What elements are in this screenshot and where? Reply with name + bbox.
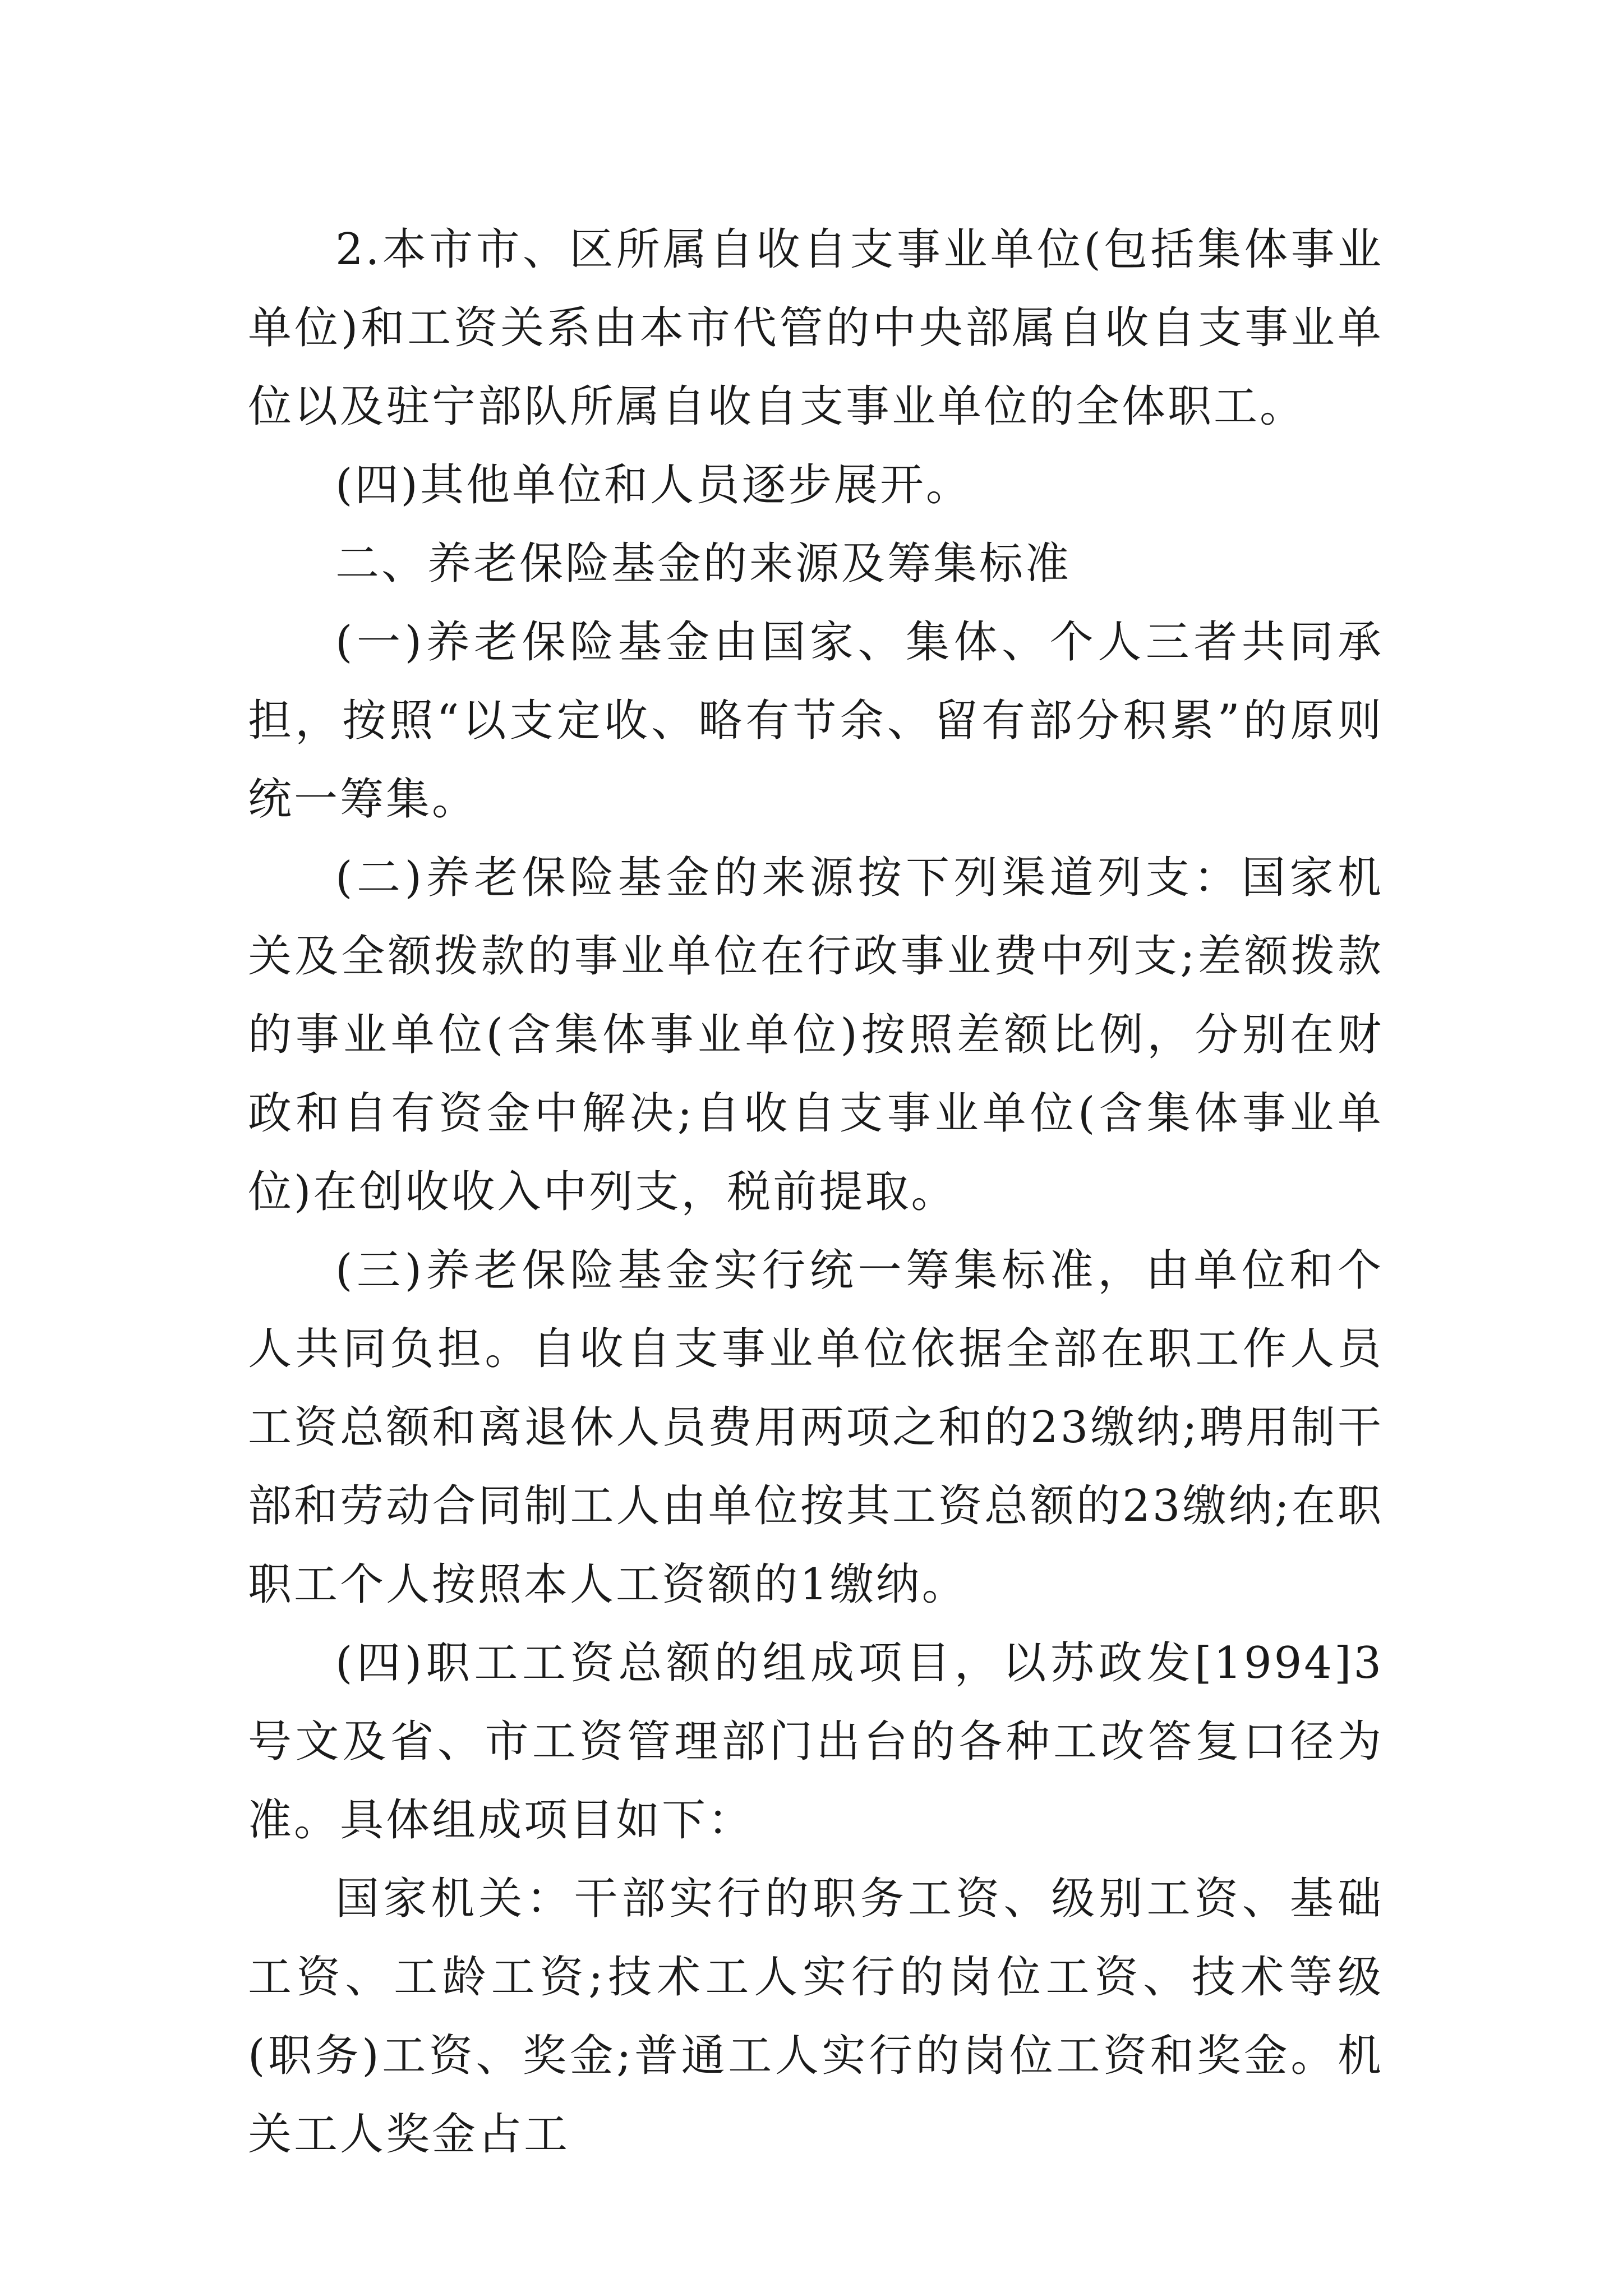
paragraph-2: (四)其他单位和人员逐步展开。 [335,460,972,510]
paragraph-6: (四)职工工资总额的组成项目，以苏政发[1994]3号文及省、市工资管理部门出台的各种工改答复口径为准。具体组成项目如下： [248,1638,1384,1846]
section-heading-2: 二、养老保险基金的来源及筹集标准 [335,539,1072,589]
paragraph-3: (一)养老保险基金由国家、集体、个人三者共同承担，按照“以支定收、略有节余、留有部分积累”的原则统一筹集。 [248,617,1384,825]
document-body [248,210,1384,2174]
paragraph-7: 国家机关：干部实行的职务工资、级别工资、基础工资、工龄工资;技术工人实行的岗位工资、技术等级(职务)工资、奖金;普通工人实行的岗位工资和奖金。机关工人奖金占工 [248,1874,1384,2160]
paragraph-4: (二)养老保险基金的来源按下列渠道列支：国家机关及全额拨款的事业单位在行政事业费中列支;差额拨款的事业单位(含集体事业单位)按照差额比例，分别在财政和自有资金中解决;自收自支事业单位(含集体事业单位)在创收收入中列支，税前提取。 [248,853,1384,1217]
paragraph-5: (三)养老保险基金实行统一筹集标准，由单位和个人共同负担。自收自支事业单位依据全部在职工作人员工资总额和离退休人员费用两项之和的23缴纳;聘用制干部和劳动合同制工人由单位按其工资总额的23缴纳;在职职工个人按照本人工资额的1缴纳。 [248,1245,1384,1610]
paragraph-1: 2.本市市、区所属自收自支事业单位(包括集体事业单位)和工资关系由本市代管的中央部属自收自支事业单位以及驻宁部队所属自收自支事业单位的全体职工。 [248,224,1384,432]
